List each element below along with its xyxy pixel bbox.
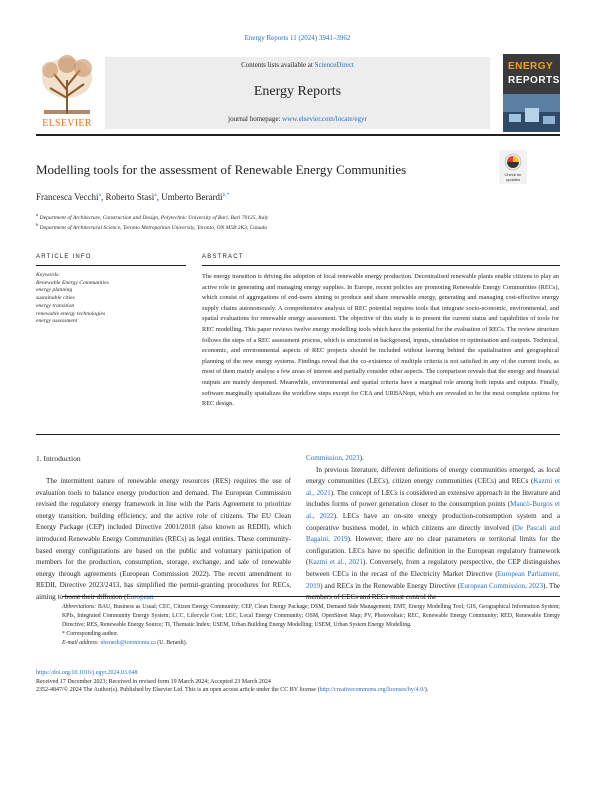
abbreviations-note — [62, 603, 560, 630]
license-line — [36, 686, 560, 695]
paragraph-text: ). LECs have an on-site energy production-consumption system and a cooperative business model, in which citizens are directly involved ( — [306, 511, 560, 532]
contents-line — [105, 61, 490, 69]
corresponding-note: * Corresponding author. — [62, 631, 119, 637]
keyword: renewable energy technologies — [36, 310, 106, 317]
footnotes — [62, 603, 560, 648]
journal-cover[interactable] — [503, 54, 560, 132]
paragraph-text: In previous literature, different definitions of energy communities emerged, as local energy communities (LECs), citizen energy communities (CECs) and RECs ( — [306, 465, 560, 486]
check-for-updates-icon[interactable] — [499, 150, 527, 184]
author-name[interactable]: Roberto Stasi — [105, 192, 155, 202]
keywords-block — [36, 272, 186, 326]
homepage-link[interactable]: www.elsevier.com/locate/egyr — [282, 115, 367, 123]
citation-link[interactable]: Commission, 2023 — [306, 454, 360, 462]
elsevier-tree-icon — [36, 54, 98, 118]
paragraph — [36, 476, 291, 604]
doi-link[interactable]: https://doi.org/10.1016/j.egyr.2024.03.048 — [36, 670, 138, 676]
masthead — [105, 57, 490, 129]
abstract-bottom-rule — [36, 434, 560, 435]
affiliation-text: Department of Architectural Science, Toronto Metropolitan University, Toronto, ON M5B 2K3, Canada — [39, 224, 268, 231]
license-suffix: ). — [424, 687, 429, 694]
abbreviations-text: BAU, Business as Usual; CEC, Citizen Energy Community; CEP, Clean Energy Package; DSM, Demand Side Management; EMT, Energy Modelling Tool; GIS, Geographical Information System; KPIs, Integrated Community Energy System; LCC, Lifecycle Cost; LEC, Local Energy Community; OSM, OpenStreet Map; PV, Photovoltaic; REC, Renewable Energy Community; RED, Renewable Energy Directive; RES, Renewable Energy Source; TI, Thematic Index; USEM, Urban Building Energy Modelling; USEM, Urban System Energy Modelling. — [62, 604, 560, 628]
section-heading-introduction: 1. Introduction — [36, 454, 81, 463]
keywords-label: Keywords: — [36, 272, 61, 278]
paragraph-text: ) and RECs in the Renewable Energy Directive ( — [320, 581, 461, 590]
author-affil-sup[interactable]: b,* — [222, 192, 230, 198]
svg-text:updates: updates — [505, 177, 521, 182]
keyword: energy assessment — [36, 318, 78, 325]
email-suffix: (U. Berardi). — [155, 640, 188, 646]
keyword: sustainable cities — [36, 295, 75, 302]
cover-title-1: ENERGY — [508, 61, 554, 72]
paragraph-text: ). The concept of LECs is considered an extensive approach in the literature and includes forms of power generation closer to the consumption points ( — [306, 488, 560, 509]
author-name[interactable]: Francesca Vecchi — [36, 192, 99, 202]
paragraph-text: The intermittent nature of renewable energy resources (RES) requires the use of evaluation tools to balance energy production and demand. The European Commission revised the regulatory energy framework in line with the Paris Agreement to prioritize energy transition, building efficiency, and the active role of citizens. The EU Clean Energy Package (CEP) included Directive 2001/2018 (also known as REDII), which introduced Renewable Energy Communities (RECs) as legal entities. These community-based energy configurations are based on the public and voluntary participation of members for the production, consumption, storage, exchange, and sale of renewable energy through agreements (European Commission 2022). The recent amendment to REDII, Directive 2023/2413, has simplified the permit-granting procedures for RECs, aiming to boost their diffusion ( — [36, 477, 291, 601]
homepage-prefix: journal homepage: — [228, 115, 283, 123]
email-label: E-mail address: — [62, 640, 101, 646]
citation-link[interactable]: Mancò-Burgos et al., 2022 — [306, 500, 560, 520]
abbreviations-label: Abbreviations: — [62, 604, 97, 610]
keyword: Renewable Energy Communities — [36, 279, 109, 286]
keyword: energy planning — [36, 287, 73, 294]
journal-reference[interactable]: Energy Reports 11 (2024) 3941–3962 — [244, 34, 351, 42]
author-list: Francesca Vecchi$^a$, Roberto Stasi$^a$, Umberto Berardi$^{b,*}$ — [36, 192, 230, 202]
paragraph — [306, 453, 560, 465]
article-title: Modelling tools for the assessment of Renewable Energy Communities — [36, 162, 407, 177]
homepage-line — [105, 115, 490, 123]
journal-name: Energy Reports — [253, 84, 342, 99]
paragraph-text: ). — [359, 454, 364, 462]
citation-link[interactable]: Kazmi et al., 2021 — [306, 477, 560, 497]
publisher-name: ELSEVIER — [42, 118, 92, 129]
cover-image — [503, 94, 560, 132]
abstract-rule — [202, 265, 560, 266]
affiliation — [36, 212, 268, 221]
sciencedirect-link[interactable]: ScienceDirect — [314, 61, 354, 69]
article-footer — [36, 669, 560, 695]
contents-prefix: Contents lists available at — [241, 61, 315, 69]
affiliation-text: Department of Architecture, Construction and Design, Polytechnic University of Bari, Bari 70125, Italy — [39, 214, 269, 221]
author-affil-sup[interactable]: a — [98, 192, 102, 198]
citation-link[interactable]: De Pascali and Bagaini, 2019 — [306, 523, 561, 544]
cover-title-2: REPORTS — [508, 75, 560, 86]
affiliation — [36, 222, 267, 231]
author-affil-sup[interactable]: a — [154, 192, 157, 198]
citation-link[interactable]: European Parliament, 2019 — [306, 569, 560, 590]
paragraph-text: ). However, there are no clear parameters or territorial limits for the configuration. LECs have no specific definition in the European regulatory framework ( — [306, 535, 560, 567]
license-prefix: 2352-4847/© 2024 The Author(s). Published by Elsevier Ltd. This is an open access article under the CC BY license ( — [36, 687, 320, 694]
footnote-rule — [62, 596, 560, 597]
email-note — [62, 639, 560, 648]
paragraph-text: ). Conversely, from a regulatory perspective, the CEP distinguishes between CECs in the recast of the Electricity Market Directive ( — [306, 558, 560, 578]
keyword: energy transition — [36, 302, 75, 309]
license-link[interactable]: http://creativecommons.org/licenses/by/4.0/ — [319, 687, 425, 694]
paragraph-text: ). The members of CECs and RECs must control the — [306, 581, 561, 602]
citation-link[interactable]: Kazmi et al., 2021 — [308, 558, 363, 567]
info-rule — [36, 265, 186, 266]
citation-link[interactable]: European — [126, 592, 154, 601]
affiliation-sup: b — [36, 222, 39, 227]
author-name[interactable]: Umberto Berardi — [161, 192, 223, 202]
paragraph — [306, 465, 560, 604]
article-dates: Received 17 December 2023; Received in revised form 19 March 2024; Accepted 23 March 2024 — [36, 678, 271, 685]
svg-text:Check for: Check for — [504, 172, 522, 177]
masthead-rule — [36, 134, 560, 136]
elsevier-logo — [36, 54, 98, 132]
citation-link[interactable]: European Commission, 2023 — [460, 581, 543, 590]
email-link[interactable]: uberardi@torontomu.ca — [100, 640, 156, 646]
article-info-heading: ARTICLE INFO — [36, 254, 92, 260]
affiliation-sup: a — [36, 212, 39, 217]
body-column-left — [36, 476, 291, 604]
body-column-right — [306, 453, 560, 604]
abstract-heading: ABSTRACT — [202, 254, 244, 260]
abstract-text: The energy transition is driving the adoption of local renewable energy production. Decentralised renewable plants enable citizens to play an active role in generating and managing energy supplies. In Europe, recent policies are promoting Renewable Energy Communities (RECs), which consist of aggregations of end-users aiming to produce and share renewable energy, generating and managing cost-effective energy supply chains autonomously. A comprehensive analysis of REC potential requires tools that integrate socio-economic, environmental, and spatial evaluations for renewable energy assessment. The objective of this study is to present the current status and capabilities of tools for REC modelling. This paper reviews twelve energy modelling tools which have the potential for the evaluation of RECs. The review structure follows the steps of a REC assessment process, which is structured in background, inputs, simulation or optimisation and outputs. Technical, economic, and environmental aspects of REC projects should be included without leaving behind the spatialisation and geographical planning of the new energy systems. Findings reveal that the co-existence of multiple criteria is not satisfied in any of the current tools, as most of them mainly analyse a few areas of interest and partially consider other aspects. The comparison reveals that the energy and financial outputs are mainly deepened. Meanwhile, environmental and spatial criteria have a marginal role among both inputs and outputs. Finally, software marginally spatializes the workflow steps except for CEA and URBANopt, which are revealed to be the most complete options for REC design. — [202, 273, 559, 408]
